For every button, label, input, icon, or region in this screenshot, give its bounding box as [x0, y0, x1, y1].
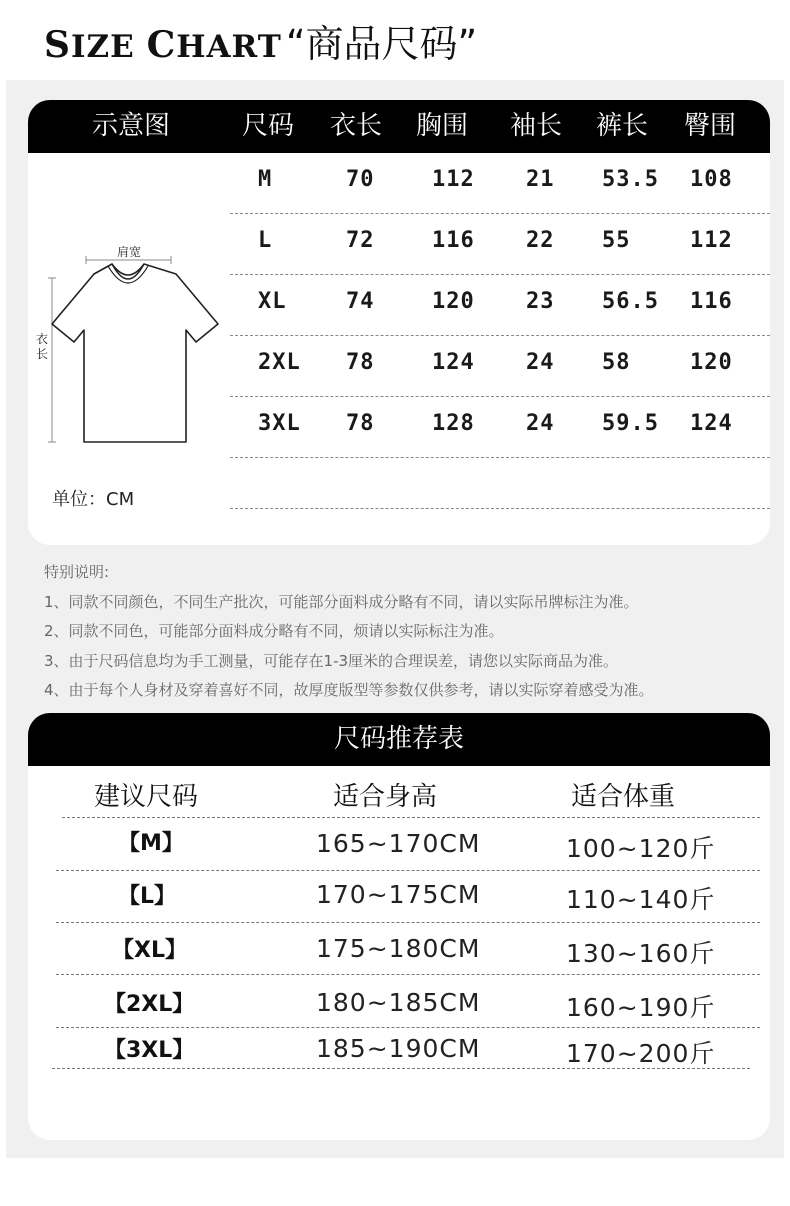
divider [56, 922, 760, 923]
special-notes [44, 558, 784, 706]
title-english: SIZE CHART [44, 24, 282, 66]
col-pants-length: 裤长 [596, 111, 649, 141]
recommend-header-bar [28, 713, 770, 766]
length-label: 衣长 [36, 332, 49, 361]
header-weight: 适合体重 [571, 782, 676, 812]
size-recommend-card: 尺码推荐表 建议尺码 适合身高 适合体重 【M】 165~170CM 100~120斤 【L】 170~175CM 110~140斤 【XL】 175~180CM 130~160斤 【2XL】 180~185CM 160~190斤 【3XL】 185~190CM 170~200斤 [28, 713, 770, 1140]
table-row: 3XL 78 128 24 59.5 124 [230, 397, 770, 458]
tshirt-diagram-icon [46, 238, 226, 448]
divider [62, 817, 760, 818]
table-row: XL 74 120 23 56.5 116 [230, 275, 770, 336]
note-item: 4、由于每个人身材及穿着喜好不同，故厚度版型等参数仅供参考，请以实际穿着感受为准。 [44, 681, 654, 699]
divider [56, 1027, 760, 1028]
size-table-header [28, 100, 770, 153]
divider [56, 974, 760, 975]
col-length: 衣长 [330, 111, 383, 141]
col-diagram: 示意图 [92, 111, 171, 141]
shoulder-width-label: 肩宽 [117, 245, 142, 259]
header-height: 适合身高 [333, 782, 438, 812]
note-item: 2、同款不同色，可能部分面料成分略有不同，烦请以实际标注为准。 [44, 622, 504, 640]
notes-title: 特别说明: [44, 563, 110, 581]
divider [56, 870, 760, 871]
note-item: 1、同款不同颜色，不同生产批次，可能部分面料成分略有不同，请以实际吊牌标注为准。 [44, 592, 639, 611]
col-size: 尺码 [242, 111, 295, 141]
col-sleeve: 袖长 [510, 111, 563, 141]
header-size: 建议尺码 [94, 782, 199, 812]
size-table-card [28, 100, 770, 545]
unit-label: 单位：CM [52, 489, 135, 510]
divider [52, 1068, 750, 1069]
title-chinese: “商品尺码” [285, 22, 478, 66]
divider [230, 508, 770, 509]
table-row: L 72 116 22 55 112 [230, 214, 770, 275]
table-row: M 70 112 21 53.5 108 [230, 153, 770, 214]
col-hip: 臀围 [684, 111, 737, 141]
col-chest: 胸围 [416, 111, 469, 141]
note-item: 3、由于尺码信息均为手工测量，可能存在1-3厘米的合理误差，请您以实际商品为准。 [44, 651, 619, 670]
recommend-title: 尺码推荐表 [333, 724, 464, 754]
table-row: 2XL 78 124 24 58 120 [230, 336, 770, 397]
page-title [44, 14, 477, 74]
